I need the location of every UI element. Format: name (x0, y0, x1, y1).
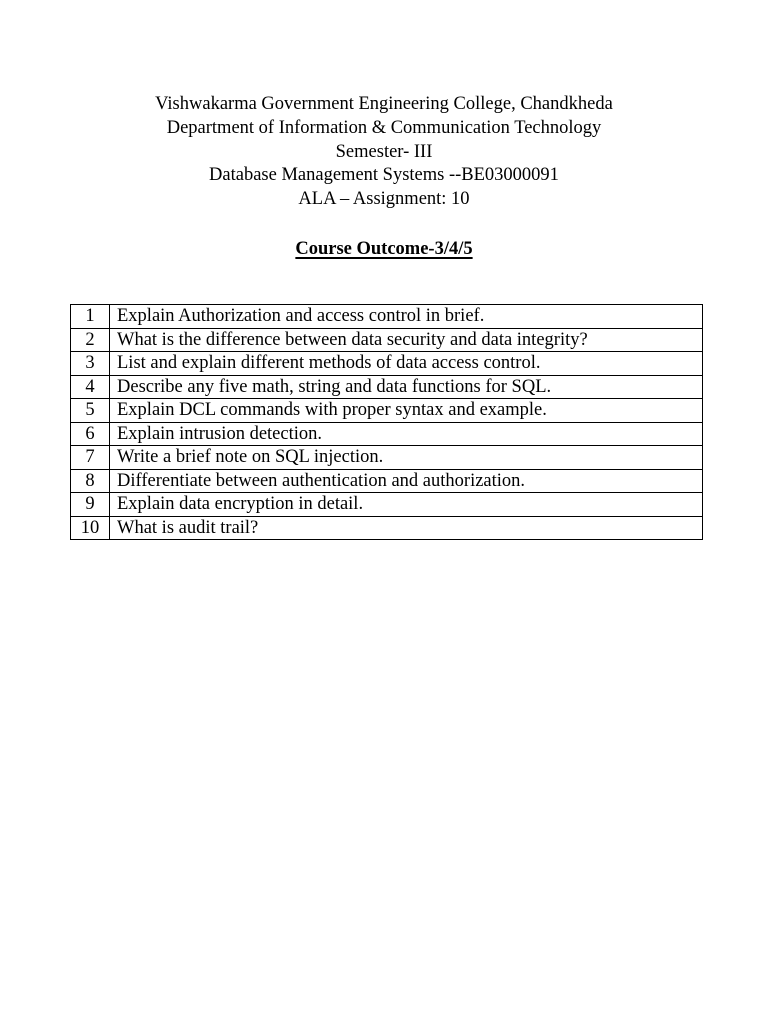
question-text: Explain DCL commands with proper syntax and example. (110, 399, 703, 423)
table-row (71, 305, 703, 329)
questions-table (70, 304, 703, 540)
question-text: Write a brief note on SQL injection. (110, 446, 703, 470)
table-row (71, 469, 703, 493)
table-row (71, 516, 703, 540)
table-row (71, 328, 703, 352)
question-number: 5 (71, 399, 110, 423)
table-row (71, 493, 703, 517)
table-row (71, 399, 703, 423)
question-text: Explain Authorization and access control in brief. (110, 305, 703, 329)
table-row (71, 352, 703, 376)
document-header (0, 93, 768, 212)
question-text: List and explain different methods of data access control. (110, 352, 703, 376)
table-row (71, 446, 703, 470)
question-number: 4 (71, 375, 110, 399)
college-name: Vishwakarma Government Engineering College, Chandkheda (155, 94, 613, 114)
table-row (71, 422, 703, 446)
table-row (71, 375, 703, 399)
department-name: Department of Information & Communication Technology (166, 117, 602, 138)
question-number: 2 (71, 328, 110, 352)
course-outcome-text: Course Outcome-3/4/5 (295, 239, 473, 259)
question-number: 6 (71, 422, 110, 446)
question-text: Differentiate between authentication and authorization. (110, 469, 703, 493)
assignment-title: ALA – Assignment: 10 (298, 189, 470, 210)
question-number: 9 (71, 493, 110, 517)
semester: Semester- III (335, 141, 433, 162)
question-text: Explain data encryption in detail. (110, 493, 703, 517)
question-text: What is audit trail? (110, 516, 703, 540)
course-outcome-heading (0, 237, 768, 261)
subject-title: Database Management Systems --BE03000091 (209, 165, 559, 186)
question-number: 10 (71, 516, 110, 540)
question-text: What is the difference between data security and data integrity? (110, 328, 703, 352)
question-number: 7 (71, 446, 110, 470)
question-number: 1 (71, 305, 110, 329)
question-text: Describe any five math, string and data functions for SQL. (110, 375, 703, 399)
question-number: 8 (71, 469, 110, 493)
question-text: Explain intrusion detection. (110, 422, 703, 446)
question-number: 3 (71, 352, 110, 376)
